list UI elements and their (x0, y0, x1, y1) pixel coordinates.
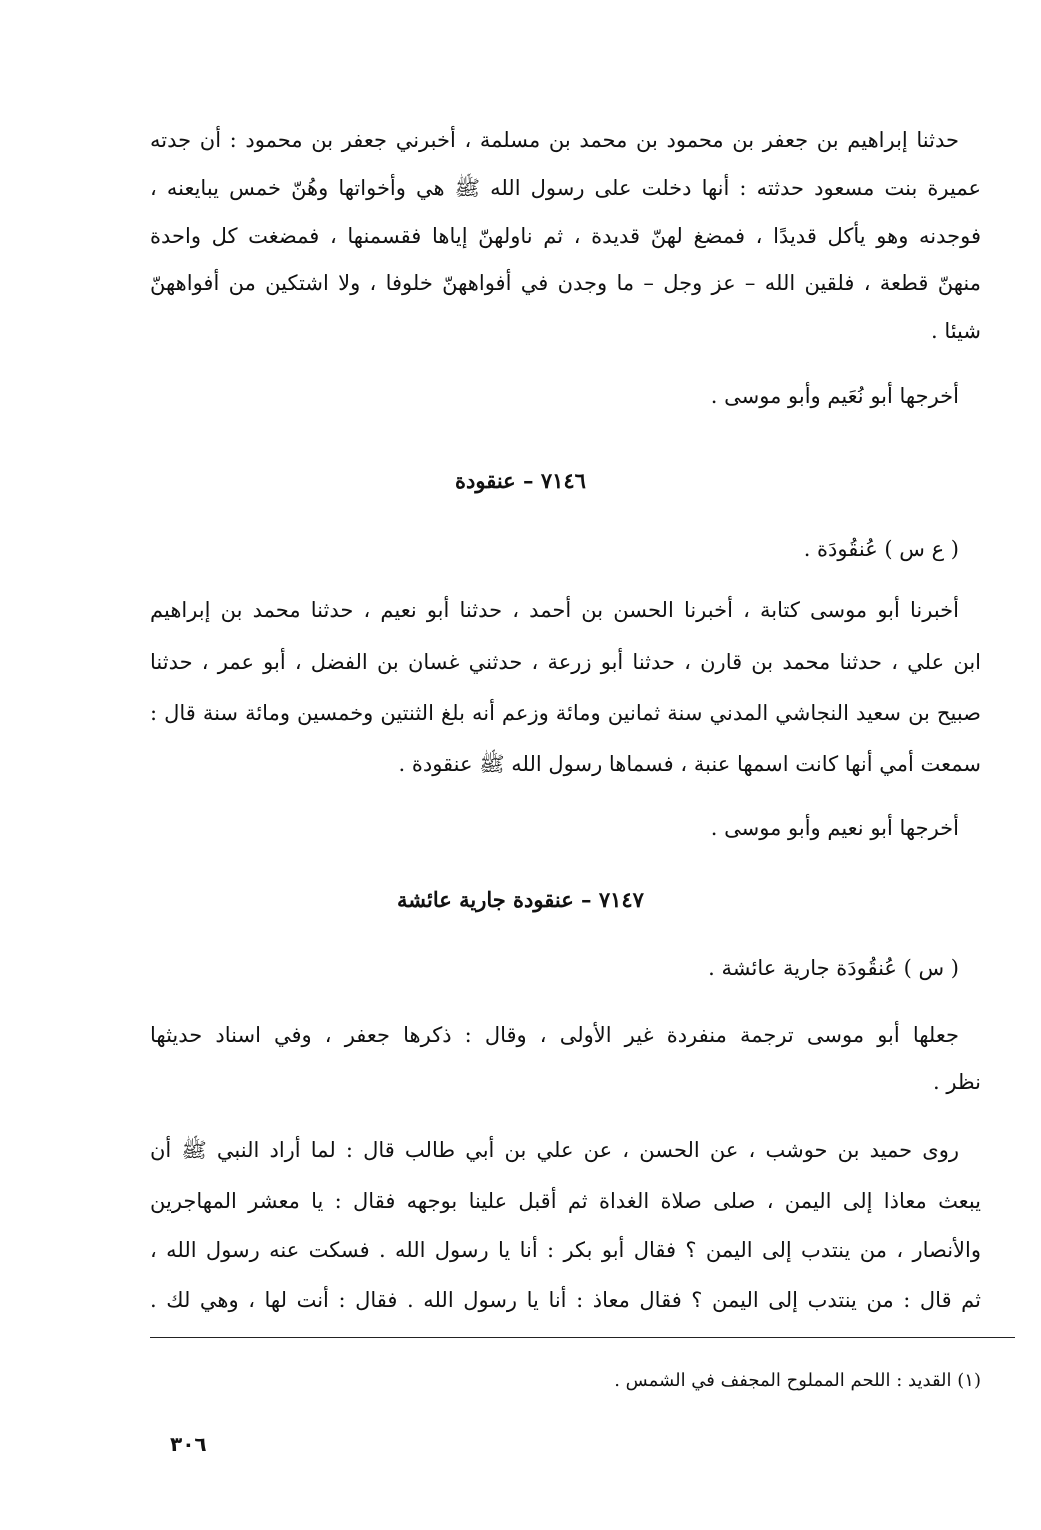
paragraph3-line-1: جعلها أبو موسى ترجمة منفردة غير الأولى ، وقال : ذكرها جعفر ، وفي اسناد حديثها (150, 1023, 959, 1047)
paragraph2-line-1: أخبرنا أبو موسى كتابة ، أخبرنا الحسن بن أحمد ، حدثنا أبو نعيم ، حدثنا محمد بن إبراهيم (150, 598, 959, 622)
paragraph1-line-4: منهنّ قطعة ، فلقين الله – عز وجل – ما وجدن في أفواههنّ خلوفا ، ولا اشتكين من أفواههنّ (150, 271, 981, 295)
paragraph1-line-3: فوجدنه وهو يأكل قديدًا ، فمضغ لهنّ قديدة ، ثم ناولهنّ إياها فقسمنها ، فمضغت كل واحدة (150, 224, 981, 248)
entry-name-line-1: ( ع س ) عُنقُودَة . (803, 537, 959, 561)
entry-heading-7147-text: ٧١٤٧ – عنقودة جارية عائشة (397, 887, 644, 912)
paragraph4-line-3: والأنصار ، من ينتدب إلى اليمن ؟ فقال أبو بكر : أنا يا رسول الله . فسكت عنه رسول الله ، (150, 1238, 981, 1262)
paragraph1-line-1: حدثنا إبراهيم بن جعفر بن محمود بن محمد بن مسلمة ، أخبرني جعفر بن محمود : أن جدته (150, 128, 959, 152)
paragraph1-line-5: شيئا . (930, 319, 981, 343)
paragraph1-line-2: عميرة بنت مسعود حدثته : أنها دخلت على رسول الله ﷺ هي وأخواتها وهُنّ خمس يبايعنه ، (150, 176, 981, 200)
attribution-1: أخرجها أبو نُعَيم وأبو موسى . (710, 384, 959, 408)
paragraph2-line-4: سمعت أمي أنها كانت اسمها عنبة ، فسماها رسول الله ﷺ عنقودة . (398, 752, 981, 776)
footnote-divider (150, 1337, 1015, 1338)
entry-name-line-2: ( س ) عُنقُودَة جارية عائشة . (708, 956, 959, 980)
paragraph4-line-4: ثم قال : من ينتدب إلى اليمن ؟ فقال معاذ : أنا يا رسول الله . فقال : أنت لها ، وهي لك . (150, 1288, 981, 1312)
attribution-2: أخرجها أبو نعيم وأبو موسى . (710, 816, 959, 840)
paragraph3-line-2: نظر . (932, 1070, 981, 1094)
paragraph4-line-1: روى حميد بن حوشب ، عن الحسن ، عن علي بن أبي طالب قال : لما أراد النبي ﷺ أن (150, 1138, 959, 1162)
paragraph2-line-3: صبيح بن سعيد النجاشي المدني سنة ثمانين ومائة وزعم أنه بلغ الثنتين وخمسين ومائة سنة قال : (150, 701, 981, 725)
page-number: ٣٠٦ (170, 1432, 207, 1456)
footnote: (١) القديد : اللحم المملوح المجفف في الشمس . (614, 1370, 981, 1391)
paragraph4-line-2: يبعث معاذا إلى اليمن ، صلى صلاة الغداة ثم أقبل علينا بوجهه فقال : يا معشر المهاجرين (150, 1189, 981, 1213)
paragraph2-line-2: ابن علي ، حدثنا محمد بن قارن ، حدثنا أبو زرعة ، حدثني غسان بن الفضل ، أبو عمر ، حدثنا (150, 650, 981, 674)
entry-heading-7146-text: ٧١٤٦ – عنقودة (455, 468, 586, 493)
entry-heading-7146 (0, 466, 1041, 496)
entry-heading-7147 (0, 885, 1041, 915)
